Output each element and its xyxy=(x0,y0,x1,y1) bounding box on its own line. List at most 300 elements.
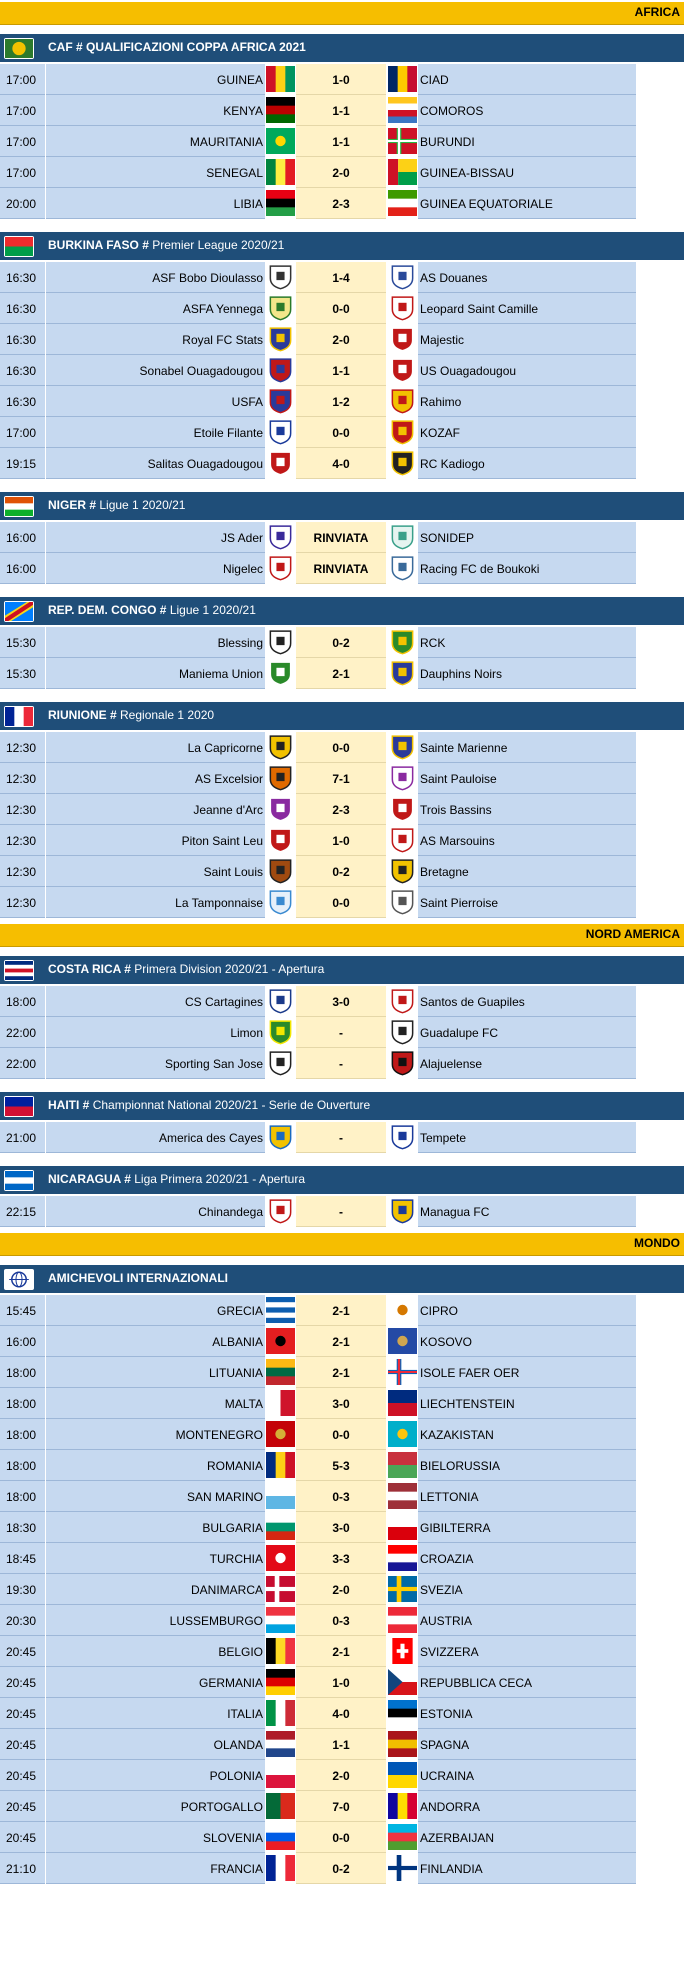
country-flag-icon xyxy=(4,1269,34,1290)
match-row[interactable] xyxy=(0,324,684,355)
match-score: RINVIATA xyxy=(313,531,369,545)
home-team-icon xyxy=(266,326,295,352)
home-team-logo xyxy=(266,295,295,321)
match-row[interactable] xyxy=(0,553,684,584)
home-team-logo xyxy=(266,1359,295,1385)
away-team-icon xyxy=(388,159,417,185)
home-team-name: Sonabel Ouagadougou xyxy=(139,364,263,378)
match-row[interactable] xyxy=(0,986,684,1017)
home-team-name: AS Excelsior xyxy=(194,772,263,786)
match-row[interactable] xyxy=(0,1760,684,1791)
home-team-icon xyxy=(266,1050,295,1076)
match-row[interactable] xyxy=(0,1853,684,1884)
match-row[interactable] xyxy=(0,1419,684,1450)
home-team-logo xyxy=(266,128,295,154)
match-time-cell xyxy=(0,887,45,918)
competition-league: Regionale 1 2020 xyxy=(120,708,215,722)
match-score-cell xyxy=(296,324,386,355)
away-team-logo xyxy=(388,988,417,1014)
home-team-cell xyxy=(46,658,265,689)
match-time: 17:00 xyxy=(6,166,37,180)
match-row[interactable] xyxy=(0,1574,684,1605)
title-separator: # xyxy=(120,1172,135,1186)
home-team-cell xyxy=(46,627,265,658)
home-team-cell xyxy=(46,64,265,95)
home-team-icon xyxy=(266,190,295,216)
away-team-name: ISOLE FAER OER xyxy=(420,1366,520,1380)
match-row[interactable] xyxy=(0,1667,684,1698)
match-row[interactable] xyxy=(0,157,684,188)
home-team-cell xyxy=(46,324,265,355)
match-score-cell xyxy=(296,1357,386,1388)
fixtures-page xyxy=(0,2,684,1888)
away-team-icon xyxy=(388,889,417,915)
home-team-logo xyxy=(266,660,295,686)
home-team-name: MALTA xyxy=(224,1397,263,1411)
match-row[interactable] xyxy=(0,1822,684,1853)
match-time: 12:30 xyxy=(6,772,37,786)
home-team-name: KENYA xyxy=(223,104,263,118)
away-team-name: RC Kadiogo xyxy=(420,457,485,471)
home-team-icon xyxy=(266,1762,295,1788)
away-team-cell xyxy=(418,95,636,126)
competition-header[interactable] xyxy=(0,232,684,260)
match-time-cell xyxy=(0,732,45,763)
match-row[interactable] xyxy=(0,95,684,126)
away-team-icon xyxy=(388,1793,417,1819)
home-team-logo xyxy=(266,66,295,92)
competition-header[interactable] xyxy=(0,1265,684,1293)
competition-section xyxy=(0,223,684,483)
match-score-cell xyxy=(296,1605,386,1636)
match-row[interactable] xyxy=(0,1543,684,1574)
match-score: 4-0 xyxy=(332,457,350,471)
away-team-icon xyxy=(388,827,417,853)
home-team-name: SLOVENIA xyxy=(202,1831,263,1845)
home-team-logo xyxy=(266,159,295,185)
home-team-name: ROMANIA xyxy=(206,1459,263,1473)
home-team-cell xyxy=(46,1543,265,1574)
match-time-cell xyxy=(0,1543,45,1574)
match-row[interactable] xyxy=(0,1295,684,1326)
home-team-logo xyxy=(266,827,295,853)
home-team-logo xyxy=(266,1050,295,1076)
competition-title xyxy=(48,603,256,617)
competition-section xyxy=(0,1083,684,1157)
home-team-cell xyxy=(46,126,265,157)
match-score-cell xyxy=(296,448,386,479)
away-team-cell xyxy=(418,763,636,794)
match-score: 2-3 xyxy=(332,803,350,817)
match-time: 20:45 xyxy=(6,1645,37,1659)
match-time-cell xyxy=(0,1450,45,1481)
home-team-icon xyxy=(266,1576,295,1602)
match-score: 0-0 xyxy=(332,896,350,910)
away-team-icon xyxy=(388,1198,417,1224)
home-team-icon xyxy=(266,1669,295,1695)
match-row[interactable] xyxy=(0,262,684,293)
match-score: 2-0 xyxy=(332,333,350,347)
away-team-cell xyxy=(418,64,636,95)
away-team-name: Saint Pauloise xyxy=(420,772,497,786)
home-team-cell xyxy=(46,355,265,386)
competition-header[interactable] xyxy=(0,1092,684,1120)
competition-header[interactable] xyxy=(0,597,684,625)
home-team-cell xyxy=(46,1048,265,1079)
match-row[interactable] xyxy=(0,1326,684,1357)
competition-header[interactable] xyxy=(0,1166,684,1194)
away-team-logo xyxy=(388,1762,417,1788)
home-team-icon xyxy=(266,264,295,290)
home-team-logo xyxy=(266,1638,295,1664)
home-team-name: Maniema Union xyxy=(178,667,263,681)
away-team-logo xyxy=(388,796,417,822)
home-team-cell xyxy=(46,1605,265,1636)
home-team-logo xyxy=(266,1328,295,1354)
match-time: 20:45 xyxy=(6,1831,37,1845)
away-team-icon xyxy=(388,264,417,290)
match-row[interactable] xyxy=(0,856,684,887)
away-team-cell xyxy=(418,627,636,658)
match-score: 2-0 xyxy=(332,1583,350,1597)
match-score: 2-1 xyxy=(332,1304,350,1318)
match-row[interactable] xyxy=(0,293,684,324)
competition-title xyxy=(48,498,185,512)
away-team-name: FINLANDIA xyxy=(420,1862,483,1876)
home-team-icon xyxy=(266,1483,295,1509)
away-team-logo xyxy=(388,1700,417,1726)
match-time: 22:00 xyxy=(6,1057,37,1071)
match-row[interactable] xyxy=(0,448,684,479)
home-team-icon xyxy=(266,388,295,414)
match-time: 20:30 xyxy=(6,1614,37,1628)
competition-country: RIUNIONE xyxy=(48,708,107,722)
home-team-logo xyxy=(266,1483,295,1509)
home-team-logo xyxy=(266,1762,295,1788)
match-row[interactable] xyxy=(0,1017,684,1048)
away-team-icon xyxy=(388,1824,417,1850)
match-row[interactable] xyxy=(0,825,684,856)
away-team-name: US Ouagadougou xyxy=(420,364,517,378)
home-team-cell xyxy=(46,386,265,417)
match-row[interactable] xyxy=(0,64,684,95)
away-team-cell xyxy=(418,887,636,918)
match-score-cell xyxy=(296,64,386,95)
home-team-icon xyxy=(266,1793,295,1819)
home-team-cell xyxy=(46,732,265,763)
match-score: 3-0 xyxy=(332,1397,350,1411)
match-score-cell xyxy=(296,1122,386,1153)
away-team-logo xyxy=(388,1019,417,1045)
away-team-cell xyxy=(418,522,636,553)
home-team-icon xyxy=(266,1390,295,1416)
competition-section xyxy=(0,25,684,223)
match-score-cell xyxy=(296,627,386,658)
match-time: 17:00 xyxy=(6,104,37,118)
match-row[interactable] xyxy=(0,1512,684,1543)
match-score-cell xyxy=(296,1822,386,1853)
match-row[interactable] xyxy=(0,763,684,794)
match-time-cell xyxy=(0,1729,45,1760)
away-team-logo xyxy=(388,1607,417,1633)
match-score-cell xyxy=(296,658,386,689)
match-score: 0-0 xyxy=(332,426,350,440)
home-team-icon xyxy=(266,128,295,154)
match-row[interactable] xyxy=(0,794,684,825)
region-label: NORD AMERICA xyxy=(585,927,680,941)
match-time: 16:00 xyxy=(6,1335,37,1349)
away-team-name: LETTONIA xyxy=(420,1490,479,1504)
away-team-icon xyxy=(388,190,417,216)
competition-header[interactable] xyxy=(0,34,684,62)
country-flag-icon xyxy=(4,236,34,257)
away-team-name: AS Marsouins xyxy=(420,834,495,848)
match-time-cell xyxy=(0,1048,45,1079)
away-team-logo xyxy=(388,1297,417,1323)
home-team-icon xyxy=(266,858,295,884)
match-score-cell xyxy=(296,763,386,794)
match-time: 20:45 xyxy=(6,1676,37,1690)
match-row[interactable] xyxy=(0,1122,684,1153)
home-team-logo xyxy=(266,1390,295,1416)
flag-icon xyxy=(5,1171,33,1190)
home-team-icon xyxy=(266,524,295,550)
away-team-icon xyxy=(388,450,417,476)
away-team-name: REPUBBLICA CECA xyxy=(420,1676,533,1690)
away-team-name: COMOROS xyxy=(420,104,484,118)
home-team-name: LITUANIA xyxy=(208,1366,263,1380)
match-score: 1-0 xyxy=(332,834,350,848)
away-team-name: KOSOVO xyxy=(420,1335,473,1349)
away-team-name: Trois Bassins xyxy=(420,803,492,817)
match-score-cell xyxy=(296,262,386,293)
match-row[interactable] xyxy=(0,1450,684,1481)
away-team-logo xyxy=(388,1731,417,1757)
away-team-icon xyxy=(388,1124,417,1150)
match-time: 21:00 xyxy=(6,1131,37,1145)
flag-icon xyxy=(5,602,33,621)
match-time-cell xyxy=(0,355,45,386)
match-time: 12:30 xyxy=(6,896,37,910)
away-team-cell xyxy=(418,1122,636,1153)
match-time: 12:30 xyxy=(6,803,37,817)
home-team-cell xyxy=(46,553,265,584)
match-score-cell xyxy=(296,522,386,553)
match-score: 0-2 xyxy=(332,865,350,879)
competition-header[interactable] xyxy=(0,702,684,730)
match-score: 1-4 xyxy=(332,271,350,285)
home-team-logo xyxy=(266,388,295,414)
match-score: 2-1 xyxy=(332,1335,350,1349)
match-time-cell xyxy=(0,1295,45,1326)
match-time-cell xyxy=(0,1636,45,1667)
match-time: 16:30 xyxy=(6,271,37,285)
match-row[interactable] xyxy=(0,658,684,689)
match-time-cell xyxy=(0,1512,45,1543)
match-row[interactable] xyxy=(0,1791,684,1822)
away-team-logo xyxy=(388,1514,417,1540)
away-team-logo xyxy=(388,765,417,791)
away-team-name: ESTONIA xyxy=(420,1707,473,1721)
match-score-cell xyxy=(296,188,386,219)
match-score: 2-1 xyxy=(332,1366,350,1380)
match-score-cell xyxy=(296,553,386,584)
country-flag-icon xyxy=(4,496,34,517)
home-team-name: America des Cayes xyxy=(158,1131,263,1145)
away-team-name: AZERBAIJAN xyxy=(420,1831,495,1845)
match-row[interactable] xyxy=(0,1636,684,1667)
home-team-icon xyxy=(266,1607,295,1633)
home-team-logo xyxy=(266,796,295,822)
match-score: 0-0 xyxy=(332,1831,350,1845)
away-team-logo xyxy=(388,889,417,915)
away-team-cell xyxy=(418,324,636,355)
competition-country: COSTA RICA xyxy=(48,962,121,976)
match-time: 12:30 xyxy=(6,834,37,848)
match-score-cell xyxy=(296,1048,386,1079)
away-team-name: Tempete xyxy=(420,1131,467,1145)
away-team-cell xyxy=(418,293,636,324)
away-team-cell xyxy=(418,825,636,856)
home-team-name: ASF Bobo Dioulasso xyxy=(152,271,263,285)
home-team-logo xyxy=(266,1793,295,1819)
away-team-logo xyxy=(388,357,417,383)
match-time-cell xyxy=(0,986,45,1017)
match-row[interactable] xyxy=(0,1196,684,1227)
home-team-icon xyxy=(266,1731,295,1757)
home-team-cell xyxy=(46,1667,265,1698)
match-row[interactable] xyxy=(0,1698,684,1729)
competition-section xyxy=(0,483,684,588)
match-time: 18:00 xyxy=(6,1428,37,1442)
match-time-cell xyxy=(0,1388,45,1419)
away-team-icon xyxy=(388,734,417,760)
away-team-name: Majestic xyxy=(420,333,465,347)
competition-title xyxy=(48,1098,370,1112)
match-score-cell xyxy=(296,1196,386,1227)
match-score-cell xyxy=(296,825,386,856)
home-team-icon xyxy=(266,1328,295,1354)
away-team-icon xyxy=(388,295,417,321)
home-team-logo xyxy=(266,190,295,216)
home-team-icon xyxy=(266,1545,295,1571)
match-score: 3-0 xyxy=(332,995,350,1009)
match-row[interactable] xyxy=(0,1048,684,1079)
competition-header[interactable] xyxy=(0,956,684,984)
home-team-icon xyxy=(266,1855,295,1881)
region-label: MONDO xyxy=(634,1236,680,1250)
competition-title xyxy=(48,708,214,722)
away-team-icon xyxy=(388,326,417,352)
away-team-name: BIELORUSSIA xyxy=(420,1459,501,1473)
home-team-cell xyxy=(46,1791,265,1822)
away-team-logo xyxy=(388,629,417,655)
away-team-logo xyxy=(388,1824,417,1850)
away-team-cell xyxy=(418,553,636,584)
competition-title xyxy=(48,238,284,252)
away-team-name: SONIDEP xyxy=(420,531,475,545)
competition-header[interactable] xyxy=(0,492,684,520)
match-row[interactable] xyxy=(0,355,684,386)
match-row[interactable] xyxy=(0,1357,684,1388)
match-row[interactable] xyxy=(0,1481,684,1512)
away-team-logo xyxy=(388,1198,417,1224)
home-team-icon xyxy=(266,796,295,822)
match-row[interactable] xyxy=(0,417,684,448)
match-score: 0-2 xyxy=(332,1862,350,1876)
competition-title xyxy=(48,1172,305,1186)
home-team-logo xyxy=(266,1824,295,1850)
home-team-name: Nigelec xyxy=(222,562,263,576)
flag-icon xyxy=(5,1097,33,1116)
away-team-cell xyxy=(418,1574,636,1605)
away-team-logo xyxy=(388,295,417,321)
away-team-icon xyxy=(388,1328,417,1354)
home-team-logo xyxy=(266,1514,295,1540)
away-team-logo xyxy=(388,419,417,445)
home-team-icon xyxy=(266,1452,295,1478)
match-time-cell xyxy=(0,324,45,355)
away-team-logo xyxy=(388,1328,417,1354)
match-score-cell xyxy=(296,1450,386,1481)
home-team-icon xyxy=(266,1421,295,1447)
home-team-name: LUSSEMBURGO xyxy=(169,1614,263,1628)
away-team-cell xyxy=(418,732,636,763)
match-score: 4-0 xyxy=(332,1707,350,1721)
match-score-cell xyxy=(296,1017,386,1048)
away-team-icon xyxy=(388,858,417,884)
away-team-icon xyxy=(388,1452,417,1478)
match-time: 16:00 xyxy=(6,562,37,576)
home-team-cell xyxy=(46,522,265,553)
away-team-name: Alajuelense xyxy=(420,1057,483,1071)
away-team-name: AS Douanes xyxy=(420,271,488,285)
away-team-icon xyxy=(388,1421,417,1447)
match-row[interactable] xyxy=(0,522,684,553)
match-row[interactable] xyxy=(0,126,684,157)
away-team-icon xyxy=(388,1514,417,1540)
match-row[interactable] xyxy=(0,386,684,417)
match-score-cell xyxy=(296,1698,386,1729)
away-team-cell xyxy=(418,126,636,157)
away-team-icon xyxy=(388,1638,417,1664)
match-row[interactable] xyxy=(0,887,684,918)
home-team-name: La Tamponnaise xyxy=(175,896,263,910)
competition-title xyxy=(48,40,306,54)
competition-section xyxy=(0,1157,684,1231)
match-row[interactable] xyxy=(0,732,684,763)
match-row[interactable] xyxy=(0,1729,684,1760)
match-row[interactable] xyxy=(0,627,684,658)
match-time: 18:00 xyxy=(6,1459,37,1473)
away-team-logo xyxy=(388,1576,417,1602)
match-row[interactable] xyxy=(0,1605,684,1636)
home-team-cell xyxy=(46,1419,265,1450)
away-team-icon xyxy=(388,1607,417,1633)
competition-league: Premier League 2020/21 xyxy=(152,238,285,252)
away-team-icon xyxy=(388,660,417,686)
country-flag-icon xyxy=(4,1170,34,1191)
home-team-cell xyxy=(46,1512,265,1543)
away-team-cell xyxy=(418,1729,636,1760)
away-team-cell xyxy=(418,986,636,1017)
match-score: 1-0 xyxy=(332,73,350,87)
away-team-logo xyxy=(388,524,417,550)
home-team-name: SENEGAL xyxy=(206,166,263,180)
match-row[interactable] xyxy=(0,1388,684,1419)
home-team-name: JS Ader xyxy=(220,531,263,545)
match-row[interactable] xyxy=(0,188,684,219)
